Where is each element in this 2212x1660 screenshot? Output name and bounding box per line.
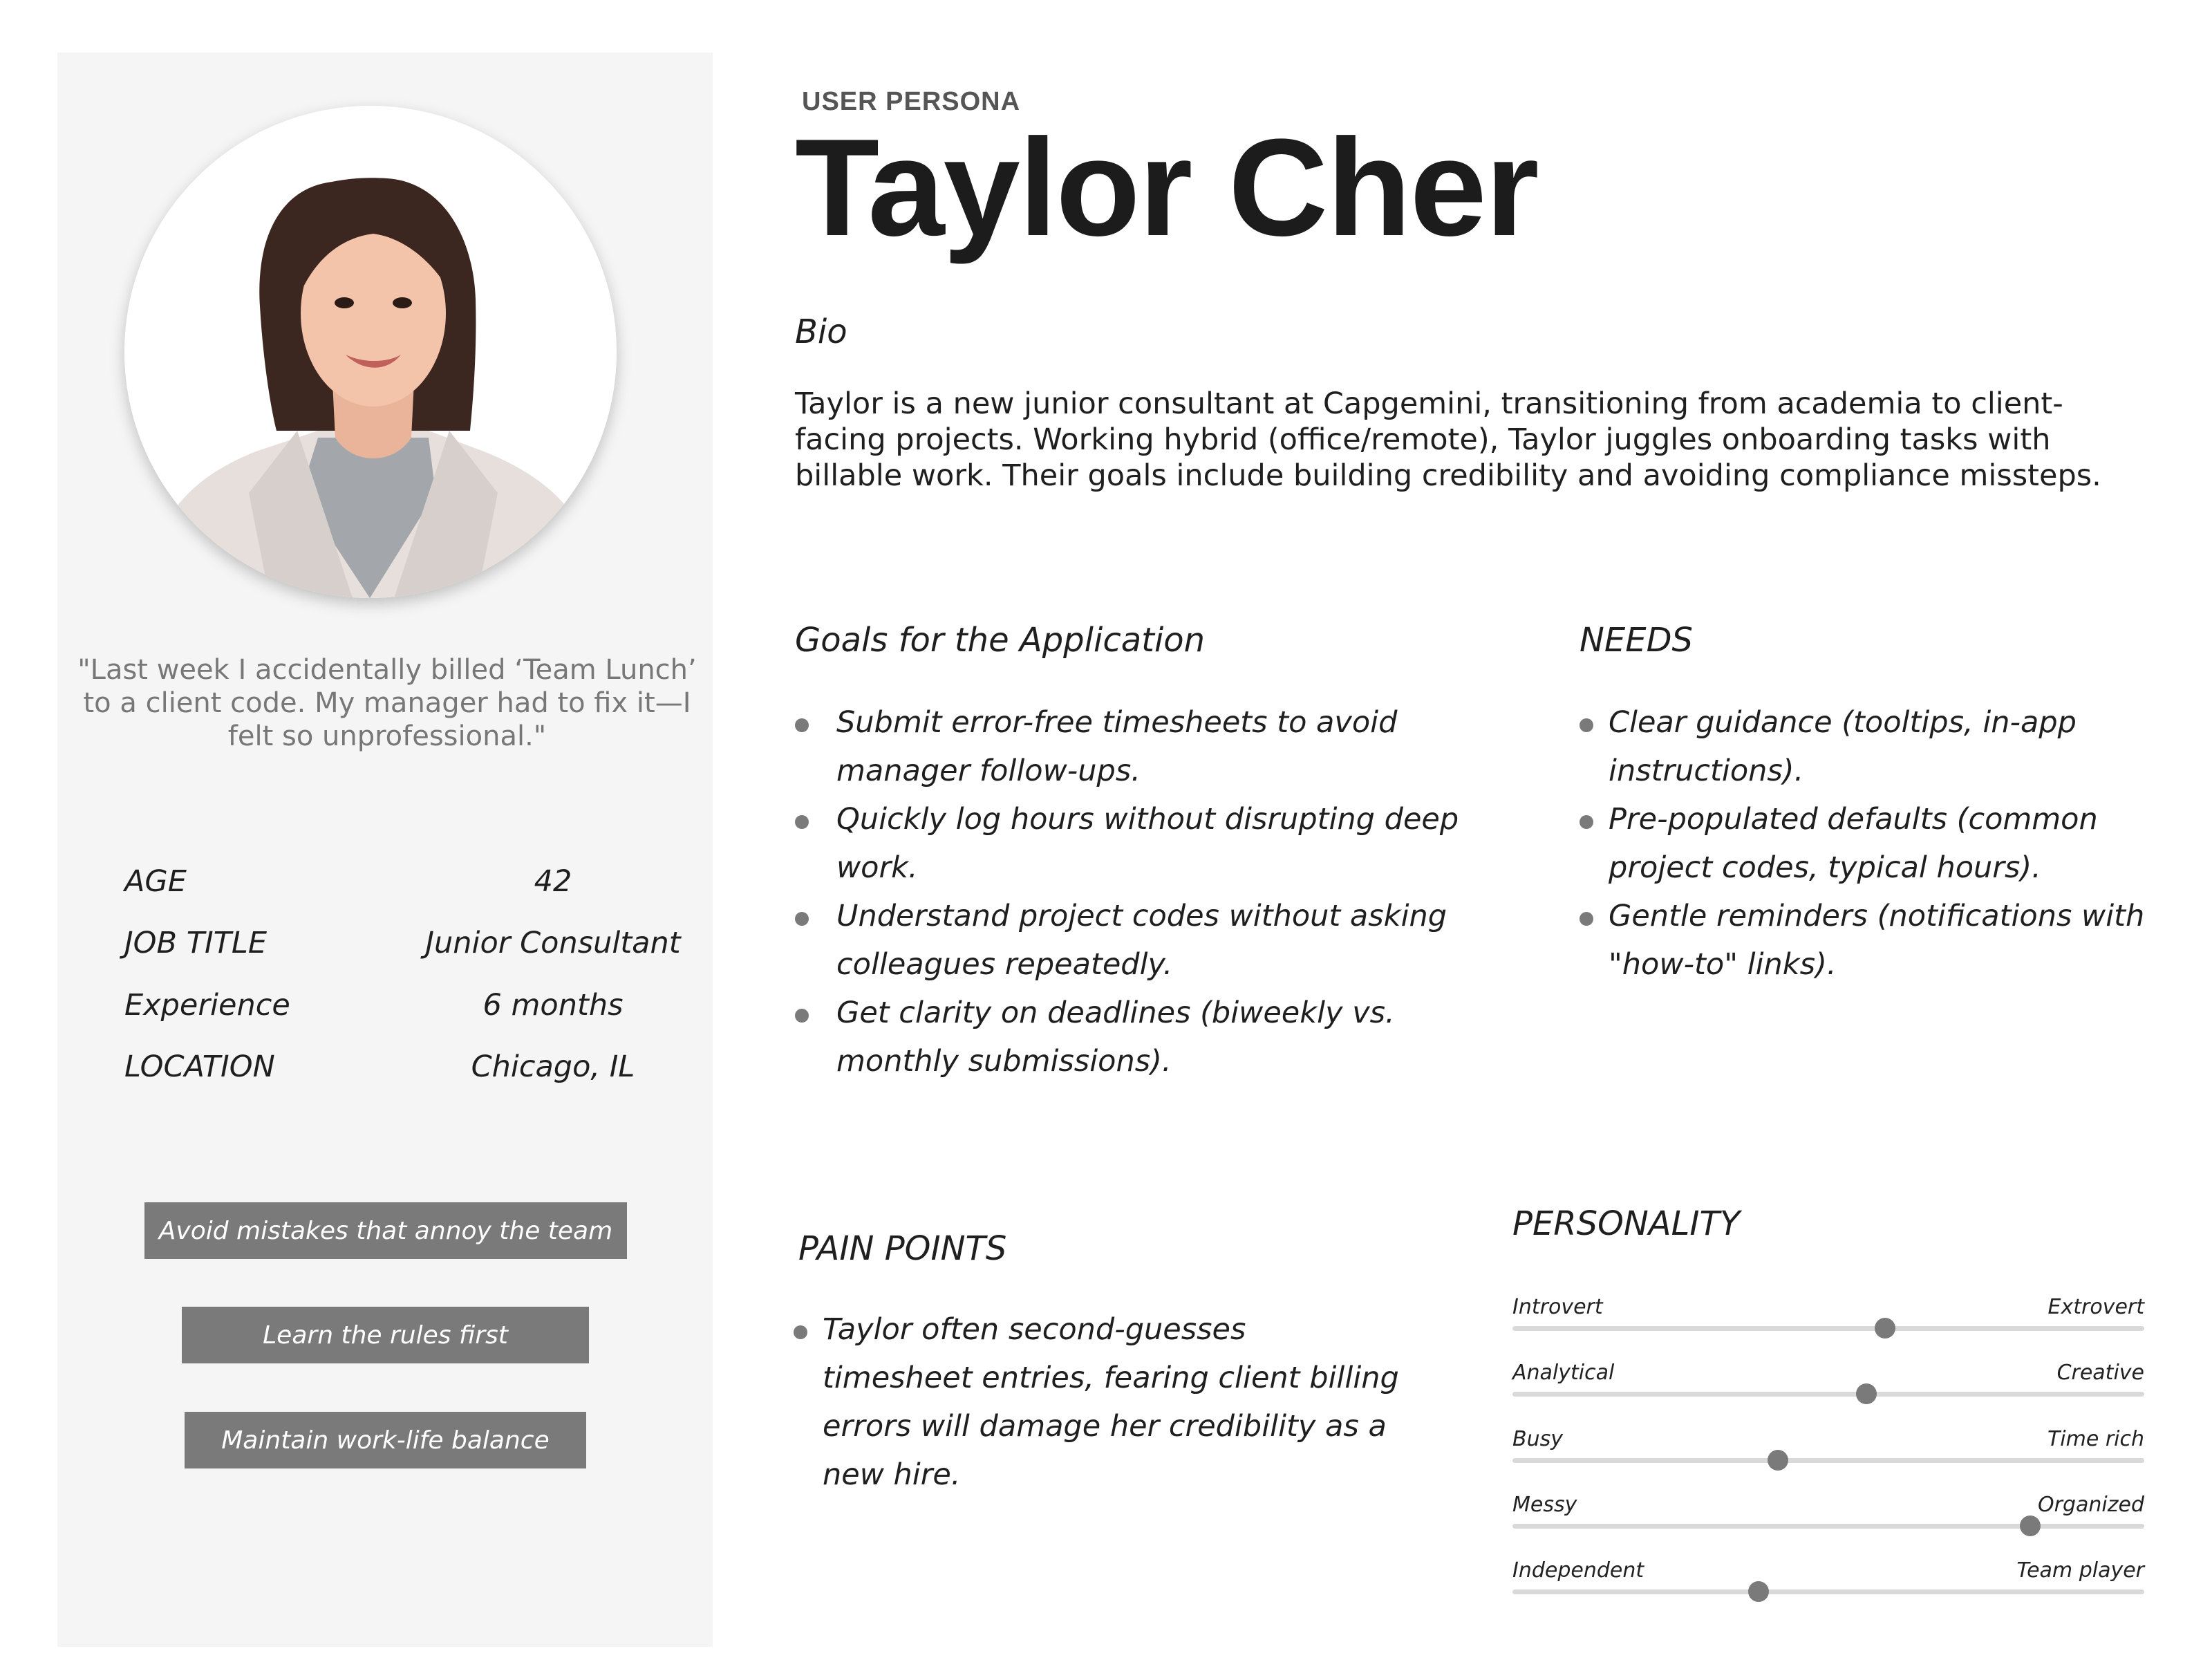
fact-value: 6 months: [482, 988, 624, 1023]
list-item: Taylor often second-guesses timesheet entries, fearing client billing errors will damage her credibility as a new hire.: [794, 1305, 1402, 1499]
pain-points-list: [794, 1305, 1402, 1499]
list-item: Understand project codes without asking colleagues repeatedly.: [794, 892, 1512, 989]
trait-track: [1512, 1589, 2144, 1594]
trait-slider-knob: [2020, 1516, 2041, 1536]
trait-track: [1512, 1458, 2144, 1463]
needs-list: [1580, 698, 2153, 989]
fact-label: AGE: [124, 864, 187, 899]
page-eyebrow: USER PERSONA: [802, 87, 1021, 116]
pain-points-heading: PAIN POINTS: [798, 1229, 1007, 1268]
persona-name: Taylor Cher: [795, 111, 1538, 265]
fact-value: 42: [534, 864, 572, 899]
personality-heading: PERSONALITY: [1512, 1204, 1741, 1243]
trait-left-label: Analytical: [1512, 1361, 1615, 1385]
trait-track: [1512, 1392, 2144, 1397]
goals-heading: Goals for the Application: [795, 621, 1206, 660]
fact-row-age: [124, 864, 684, 906]
list-item: Submit error-free timesheets to avoid manager follow-ups.: [794, 698, 1512, 795]
fact-label: LOCATION: [124, 1050, 275, 1084]
list-item: Get clarity on deadlines (biweekly vs. monthly submissions).: [794, 989, 1512, 1085]
goals-list: [794, 698, 1512, 1085]
fact-value: Junior Consultant: [425, 926, 681, 960]
trait-left-label: Introvert: [1512, 1295, 1603, 1319]
trait-right-label: Time rich: [2047, 1427, 2144, 1451]
bio-text: Taylor is a new junior consultant at Capgemini, transitioning from academia to client-facing projects. Working hybrid (office/remote), Taylor juggles onboarding tasks with billable work. Their goals include building credibility and avoiding compliance missteps.: [795, 386, 2101, 493]
trait-slider-knob: [1768, 1450, 1788, 1471]
trait-right-label: Organized: [2038, 1493, 2144, 1517]
trait-messy-organized: [1512, 1493, 2144, 1555]
fact-label: Experience: [124, 988, 290, 1023]
list-item: Gentle reminders (notifications with "how-to" links).: [1580, 892, 2153, 989]
trait-track: [1512, 1524, 2144, 1529]
trait-right-label: Team player: [2016, 1558, 2144, 1583]
trait-slider-knob: [1748, 1581, 1769, 1602]
trait-right-label: Creative: [2056, 1361, 2144, 1385]
motivation-tag: Avoid mistakes that annoy the team: [144, 1202, 627, 1259]
fact-value: Chicago, IL: [471, 1050, 635, 1084]
persona-quote: "Last week I accidentally billed ‘Team Lunch’ to a client code. My manager had to fix it—I felt so unprofessional.": [77, 654, 697, 752]
trait-slider-knob: [1856, 1383, 1877, 1404]
list-item: Clear guidance (tooltips, in-app instructions).: [1580, 698, 2153, 795]
trait-left-label: Independent: [1512, 1558, 1644, 1583]
list-item: Quickly log hours without disrupting deep work.: [794, 795, 1512, 892]
bio-heading: Bio: [795, 313, 847, 351]
trait-busy-time-rich: [1512, 1427, 2144, 1489]
avatar: [124, 106, 617, 598]
trait-introvert-extrovert: [1512, 1295, 2144, 1357]
fact-row-experience: [124, 988, 684, 1029]
needs-heading: NEEDS: [1580, 621, 1693, 660]
fact-row-location: [124, 1050, 684, 1091]
trait-analytical-creative: [1512, 1361, 2144, 1423]
trait-slider-knob: [1875, 1318, 1895, 1339]
list-item: Pre-populated defaults (common project codes, typical hours).: [1580, 795, 2153, 892]
fact-label: JOB TITLE: [124, 926, 268, 960]
trait-independent-team-player: [1512, 1558, 2144, 1621]
fact-row-job-title: [124, 926, 684, 967]
trait-left-label: Busy: [1512, 1427, 1563, 1451]
motivation-tag: Maintain work-life balance: [185, 1412, 586, 1468]
trait-track: [1512, 1326, 2144, 1331]
persona-photo: [124, 106, 617, 598]
trait-right-label: Extrovert: [2047, 1295, 2144, 1319]
motivation-tag: Learn the rules first: [182, 1307, 589, 1363]
trait-left-label: Messy: [1512, 1493, 1577, 1517]
